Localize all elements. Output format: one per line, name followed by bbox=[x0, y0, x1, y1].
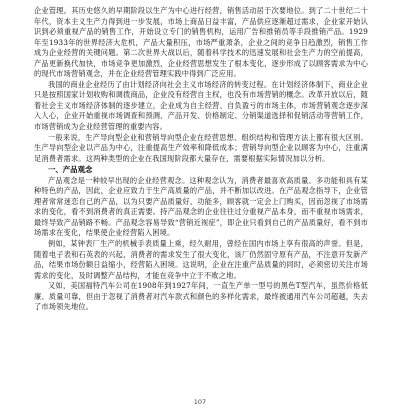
document-page bbox=[34, 6, 368, 402]
paragraph-general-remarks: 一般来说，生产导向型企业和营销导向型企业在经营思想、组织结构和管理方法上都有很大区别。生产导向型企业以产品为中心，注重提高生产效率和降低成本；营销导向型企业以顾客为中心，注重满足消费者需求。这两种类型的企业在我国现阶段都大量存在，需要根据实际情况加以分析。 bbox=[34, 132, 368, 163]
page-number: 107 bbox=[193, 398, 207, 406]
paragraph-continuation: 企业管理。其历史悠久的早期阶段以生产为中心进行经营，销售活动居于次要地位。到了二十世纪二十年代，资本主义生产力得到进一步发展，市场上商品日益丰富，产品供应逐渐超过需求，企业家开始认识到必须重视产品的销售工作，开始设立专门的销售机构，运用广告和推销员等手段推销产品。1929年至1933年的世界经济大危机，产品大量积压，市场严重萧条，企业之间的竞争日趋激烈，销售工作成为企业经营的关键问题。第二次世界大战以后，随着科学技术的迅速发展和社会生产力的空前提高，产品更新换代加快，市场竞争更加激烈，企业经营思想发生了根本变化，逐步形成了以顾客需求为中心的现代市场营销观念，并在企业经营管理实践中得到广泛应用。 bbox=[34, 6, 368, 79]
section-heading: 一、产品观念 bbox=[48, 165, 93, 175]
paragraph-example-watch: 例如，某钟表厂生产的机械手表质量上乘，经久耐用，曾经在国内市场上享有很高的声誉。但是，随着电子表和石英表的兴起，消费者的需求发生了很大变化，该厂仍然固守原有产品，不注意开发新产品，结果市场份额日益缩小，经营陷入困境。这说明，企业在注重产品质量的同时，必须密切关注市场需求的变化，及时调整产品结构，才能在竞争中立于不败之地。 bbox=[34, 239, 368, 280]
paragraph-market-economy-transition: 我国的商业企业经历了由计划经济向社会主义市场经济的转变过程。在计划经济体制下，商业企业只是按照国家计划收购和调拨商品，企业没有经营自主权，也没有市场营销的概念。改革开放以后，随着社会主义市场经济体制的逐步建立，企业成为自主经营、自负盈亏的市场主体，市场营销观念逐步深入人心，企业开始重视市场调查和预测、产品开发、价格制定、分销渠道选择和促销活动等营销工作，市场营销成为企业经营管理的重要内容。 bbox=[34, 79, 368, 132]
paragraph-example-ford: 又如，美国福特汽车公司在1908年到1927年间，一直生产单一型号的黑色T型汽车，虽然价格低廉、质量可靠，但由于忽视了消费者对汽车款式和颜色的多样化需求，最终被通用汽车公司超越，失去了市场领先地位。 bbox=[34, 281, 368, 312]
paragraph-product-concept: 产品观念是一种较早出现的企业经营观念。这种观念认为，消费者最喜欢高质量、多功能和具有某种特色的产品，因此，企业应致力于生产高质量的产品，并不断加以改进。在产品观念指导下，企业管理者常常迷恋自己的产品，以为只要产品质量好、功能多，顾客就一定会上门购买，因而忽视了市场需求的变化，看不到消费者的真正需要。持产品观念的企业往往过分重视产品本身，而不重视市场需求，最终导致产品销路不畅。产品观念容易导致“营销近视症”，即企业只看到自己的产品质量好，看不到市场需求在变化，结果使企业经营陷入困境。 bbox=[34, 175, 368, 238]
